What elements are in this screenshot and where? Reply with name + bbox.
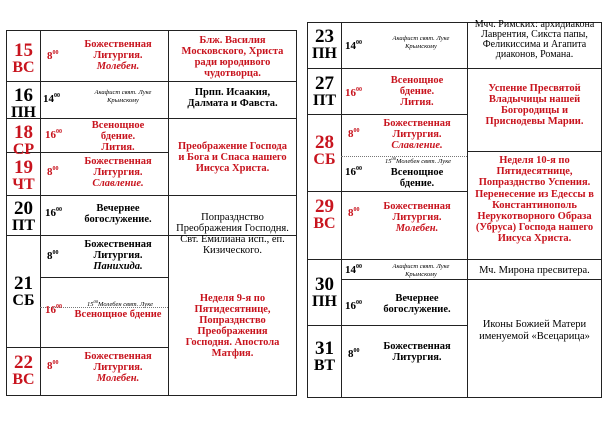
services-cell: Божественная Литургия. Молебен. [383,201,451,234]
services-cell: Божественная Литургия. Молебен. [84,39,152,72]
service-time: $16^{00}$ [345,87,362,99]
service-time: $14^{00}$ [43,93,60,105]
day-cell: 15 ВС [12,40,35,76]
service-time: $16^{00}$ [45,304,62,316]
service-time: $8^{00}$ [348,348,360,360]
saint-cell: Попразднство Преображения Господня. Свт. Емилиана исп., еп. Кизического. [176,212,289,256]
service-time: $16^{00}$ [45,129,62,141]
saint-cell: Преображение Господа и Бога и Спаса нашего Иисуса Христа. [177,141,287,174]
service-time: $16^{00}$ [45,207,62,219]
row-divider [40,277,168,278]
day-cell: 28 СБ [313,132,336,168]
services-cell: Всенощное бдение [74,309,162,320]
service-time: $8^{00}$ [47,166,59,178]
services-cell: Вечернее богослужение. [84,203,152,225]
row-divider [341,279,601,280]
services-cell: Всенощное бдение. Лития. [390,75,444,108]
services-cell: Всенощное бдение. [390,167,444,189]
akathist-note: Акафист свят. Луке Крымскому [94,89,152,104]
akathist-note: Акафист свят. Луке Крымскому [392,35,450,50]
row-divider [7,81,296,82]
day-cell: 31 ВТ [313,338,336,374]
service-time: $8^{00}$ [47,50,59,62]
moleben-note: $15^{00}Молебен$ свят. Луке [385,156,451,166]
right-schedule-table [307,19,602,398]
column-divider [341,23,342,397]
saint-cell: Успение Пресвятой Владычицы нашей Богородицы и Приснодевы Марии. [485,83,584,127]
saint-cell: Неделя 9-я по Пятидесятнице, Попразднство Преображения Господня. Апостола Матфия. [185,293,280,359]
saint-cell: Блж. Василия Московского, Христа ради юродивого чудотворца. [181,35,284,79]
day-cell: 30 ПН [312,274,337,310]
saint-cell: Прпп. Исаакия, Далмата и Фавста. [187,87,278,109]
akathist-note: Акафист свят. Луке Крымскому [392,263,450,278]
day-cell: 20 ПТ [11,198,36,234]
row-divider [308,259,601,260]
day-cell: 29 ВС [313,196,336,232]
service-time: $8^{00}$ [348,128,360,140]
row-divider [308,68,601,69]
services-cell: Божественная Литургия. Молебен. [84,351,152,384]
service-time: $14^{00}$ [345,40,362,52]
service-time: $16^{00}$ [345,300,362,312]
day-cell: 27 ПТ [312,73,337,109]
row-divider [308,114,467,115]
day-cell: 19 ЧТ [12,157,35,193]
column-divider [40,31,41,395]
day-cell: 18 СР [12,122,35,158]
services-cell: Божественная Литургия. Панихида. [84,239,152,272]
saint-cell: Неделя 10-я по Пятидесятнице, Попразднство Успения. Перенесение из Едессы в Константинополь Нерукотворного Образа (Убруса) Господа нашего Иисуса Христа. [475,155,594,245]
row-divider [308,325,467,326]
saint-cell: Мчч. Римских: архидиакона Лаврентия, Сикста папы, Феликиссима и Агапита диаконов, Романа. [474,19,595,60]
services-cell: Божественная Литургия. [383,341,451,363]
service-time: $8^{00}$ [47,360,59,372]
moleben-note: $15^{00}Молебен$ свят. Луке [87,299,153,309]
saint-cell: Мч. Мирона пресвитера. [479,265,590,276]
day-cell: 22 ВС [12,352,35,388]
row-divider [308,191,467,192]
row-divider [467,151,601,152]
service-time: $16^{00}$ [345,166,362,178]
services-cell: Вечернее богослужение. [383,293,451,315]
service-time: $8^{00}$ [348,207,360,219]
left-schedule-table [6,30,297,396]
row-divider [7,118,296,119]
services-cell: Божественная Литургия. Славление. [383,118,451,151]
row-divider [7,195,296,196]
services-cell: Божественная Литургия. Славление. [84,156,152,189]
services-cell: Всенощное бдение. Лития. [91,120,145,153]
day-cell: 23 ПН [312,26,337,62]
saint-cell: Иконы Божией Матери именуемой «Всецарица» [479,319,590,342]
service-time: $8^{00}$ [47,250,59,262]
day-cell: 16 ПН [11,85,36,121]
service-time: $14^{00}$ [345,264,362,276]
day-cell: 21 СБ [12,273,35,309]
row-divider [7,347,168,348]
